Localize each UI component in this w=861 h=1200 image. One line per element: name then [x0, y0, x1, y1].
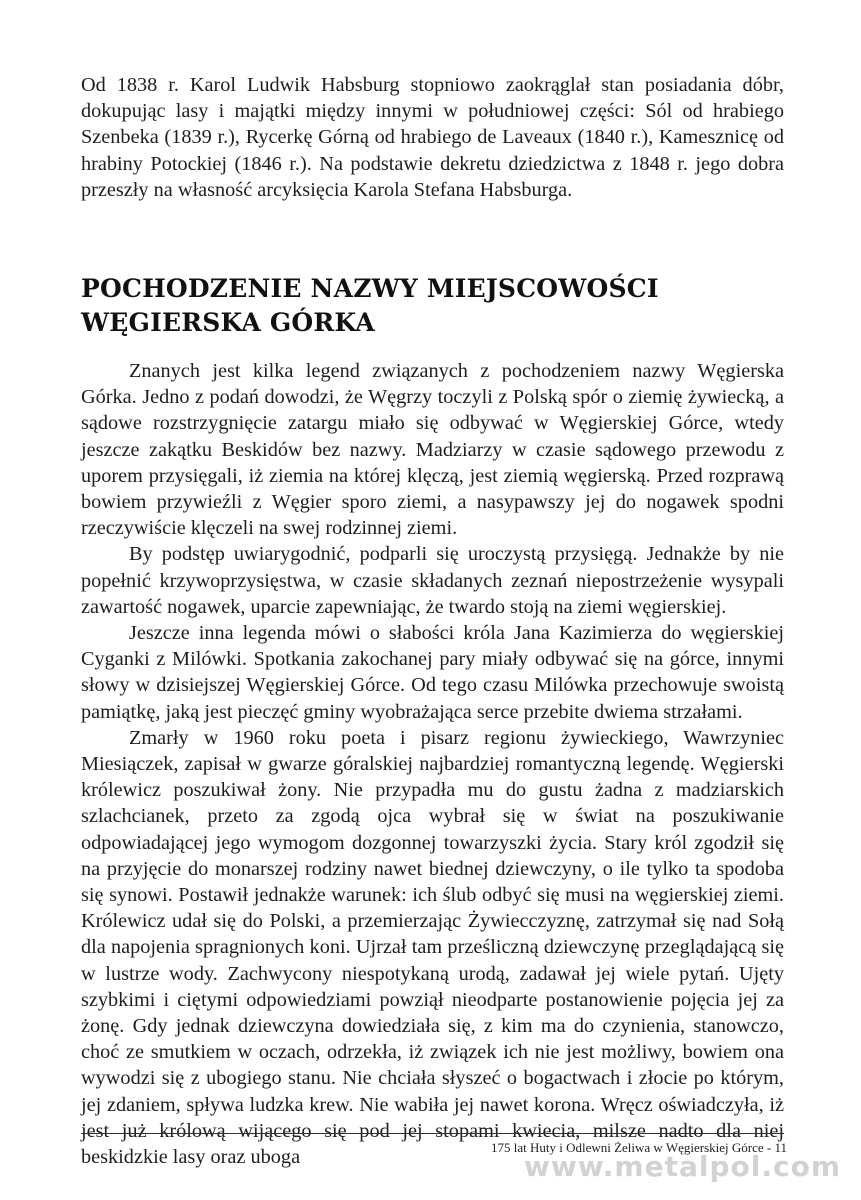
section-heading-line-1: POCHODZENIE NAZWY MIEJSCOWOŚCI [81, 274, 659, 303]
body-paragraph-4: Zmarły w 1960 roku poeta i pisarz regionu żywieckiego, Wawrzyniec Miesiączek, zapisał w gwarze góralskiej najbardziej romantyczną legendę. Węgierski królewicz poszukiwał żony. Nie przypadła mu do gustu żadna z madziarskich szlachcianek, przeto za zgodą ojca wybrał się w świat na poszukiwanie odpowiadającej jego wymogom dozgonnej towarzyszki życia. Stary król zgodził się na przyjęcie do monarszej rodziny nawet biednej dziewczyny, o ile tylko ta spodoba się synowi. Postawił jednakże warunek: ich ślub odbyć się musi na węgierskiej ziemi. Królewicz udał się do Polski, a przemierzając Żywiecczyznę, zatrzymał się nad Sołą dla napojenia spragnionych koni. Ujrzał tam prześliczną dziewczynę przeglądającą się w lustrze wody. Zachwycony niespotykaną urodą, zadawał jej wiele pytań. Ujęty szybkimi i ciętymi odpowiedziami powziął nieodparte postanowienie pojęcia jej za żonę. Gdy jednak dziewczyna dowiedziała się, z kim ma do czynienia, stanowczo, choć ze smutkiem w oczach, odrzekła, iż związek ich nie jest możliwy, bowiem ona wywodzi się z ubogiego stanu. Nie chciała słyszeć o bogactwach i złocie po którym, jej zdaniem, spływa ludzka krew. Nie wabiła jej nawet korona. Wręcz oświadczyła, iż jest już królową wijącego się pod jej stopami kwiecia, milsze nadto dla niej beskidzkie lasy oraz uboga [81, 726, 784, 1169]
running-footer: 175 lat Huty i Odlewni Żeliwa w Węgierskiej Górce - 11 [490, 1140, 787, 1155]
body-paragraph-2: By podstęp uwiarygodnić, podparli się uroczystą przysięgą. Jednakże by nie popełnić krzywoprzysięstwa, w czasie składanych zeznań niepostrzeżenie wysypali zawartość nogawek, uparcie zapewniając, że twardo stoją na ziemi węgierskiej. [81, 543, 784, 618]
body-paragraph-1: Znanych jest kilka legend związanych z pochodzeniem nazwy Węgierska Górka. Jedno z podań dowodzi, że Węgrzy toczyli z Polską spór o ziemię żywiecką, a sądowe rozstrzygnięcie zatargu miało się odbywać w Węgierskiej Górce, wtedy jeszcze zakątku Beskidów bez nazwy. Madziarzy w czasie sądowego przewodu z uporem przysięgali, iż ziemia na której klęczą, jest ziemią węgierską. Przed rozprawą bowiem przywieźli z Węgier sporo ziemi, a nasypawszy jej do nogawek spodni rzeczywiście klęczeli na swej rodzinnej ziemi. [81, 360, 784, 540]
section-body [81, 358, 784, 1170]
section-heading [81, 272, 784, 340]
footer-divider [81, 1133, 784, 1134]
intro-block [81, 72, 784, 203]
section-heading-line-2: WĘGIERSKA GÓRKA [81, 308, 375, 337]
body-paragraph-3: Jeszcze inna legenda mówi o słabości króla Jana Kazimierza do węgierskiej Cyganki z Milówki. Spotkania zakochanej pary miały odbywać się na górce, innymi słowy w dzisiejszej Węgierskiej Górce. Od tego czasu Milówka przechowuje swoistą pamiątkę, jaką jest pieczęć gminy wyobrażająca serce przebite dwiema strzałami. [81, 622, 784, 723]
watermark: www.metalpol.com [523, 1150, 841, 1183]
intro-paragraph: Od 1838 r. Karol Ludwik Habsburg stopniowo zaokrąglał stan posiadania dóbr, dokupując lasy i majątki między innymi w południowej części: Sól od hrabiego Szenbeka (1839 r.), Rycerkę Górną od hrabiego de Laveaux (1840 r.), Kamesznicę od hrabiny Potockiej (1846 r.). Na podstawie dekretu dziedzictwa z 1848 r. jego dobra przeszły na własność arcyksięcia Karola Stefana Habsburga. [81, 74, 784, 201]
